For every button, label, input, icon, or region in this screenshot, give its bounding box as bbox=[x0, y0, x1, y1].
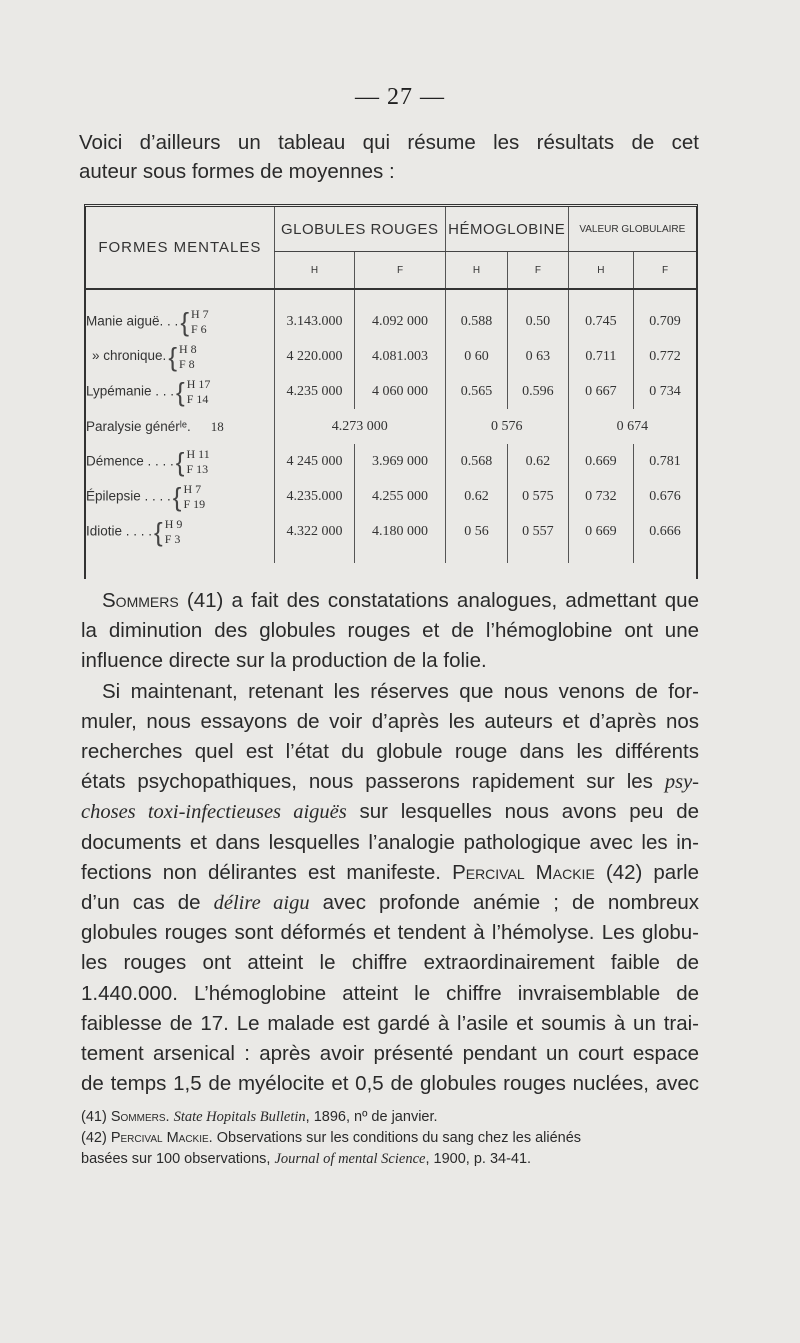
footnote-text: , 1896, nº de janvier. bbox=[305, 1109, 438, 1125]
row-count-h: H 7 bbox=[183, 481, 202, 496]
results-table-grid bbox=[86, 207, 696, 563]
cell-vg-h: 0.711 bbox=[568, 339, 633, 374]
row-label bbox=[86, 514, 274, 549]
row-name: Paralysie générˡᵉ. bbox=[86, 418, 191, 434]
footnote-42-continued bbox=[81, 1149, 711, 1170]
row-count-f: F 14 bbox=[186, 391, 209, 406]
table-row bbox=[86, 339, 696, 374]
cell-vg-f: 0.709 bbox=[634, 304, 696, 339]
cell-hb-f: 0 557 bbox=[508, 514, 568, 549]
cell-gr-h: 4 245 000 bbox=[274, 444, 355, 479]
row-count-h: H 7 bbox=[191, 306, 209, 321]
body-line: de temps 1,5 de myélocite et 0,5 de globules rouges nuclées, avec bbox=[81, 1072, 699, 1096]
body-text: (42) parle bbox=[594, 860, 699, 884]
table-row bbox=[86, 444, 696, 479]
cell-hb-f: 0.62 bbox=[508, 444, 568, 479]
cell-vg-h: 0 669 bbox=[568, 514, 633, 549]
row-count-f: F 13 bbox=[186, 461, 209, 476]
row-name: Épilepsie . . . . bbox=[86, 487, 171, 503]
table-row bbox=[86, 409, 696, 444]
body-line: les rouges ont atteint le chiffre extraordinairement faible de bbox=[81, 951, 699, 975]
cell-vg-merged: 0 674 bbox=[568, 409, 696, 444]
row-label bbox=[86, 409, 274, 444]
body-italic: psy- bbox=[664, 771, 699, 794]
row-count-total: 18 bbox=[210, 418, 224, 434]
footnote-journal: Journal of mental Science bbox=[274, 1151, 426, 1167]
footnote-author: Percival Mackie bbox=[110, 1130, 209, 1146]
cell-vg-h: 0 732 bbox=[568, 479, 633, 514]
brace-icon: { bbox=[172, 481, 182, 512]
cell-gr-h: 3.143.000 bbox=[274, 304, 355, 339]
footnote-author: Sommers bbox=[110, 1109, 166, 1125]
body-line: muler, nous essayons de voir d’après les auteurs et d’après nos bbox=[81, 709, 699, 733]
subhead-vg-f: F bbox=[634, 252, 696, 290]
row-count-f: F 8 bbox=[179, 356, 195, 371]
cell-gr-f: 4.180 000 bbox=[355, 514, 446, 549]
body-paragraphs bbox=[81, 586, 699, 1099]
body-line bbox=[81, 888, 699, 918]
cell-hb-h: 0.565 bbox=[445, 374, 507, 409]
cell-gr-f: 4.081.003 bbox=[355, 339, 446, 374]
row-label bbox=[86, 374, 274, 409]
brace-icon: { bbox=[180, 306, 189, 337]
cell-vg-f: 0.772 bbox=[634, 339, 696, 374]
row-label bbox=[86, 444, 274, 479]
row-name: Démence . . . . bbox=[86, 452, 174, 468]
row-count-h: H 8 bbox=[179, 341, 197, 356]
body-text: sur lesquelles nous avons peu de bbox=[346, 800, 699, 824]
results-table bbox=[84, 204, 698, 579]
footnote-text: . Observations sur les conditions du sang chez les aliénés bbox=[208, 1130, 582, 1146]
subhead-gr-h: H bbox=[274, 252, 355, 290]
cell-gr-h: 4 220.000 bbox=[274, 339, 355, 374]
cell-gr-h: 4.322 000 bbox=[274, 514, 355, 549]
cell-hb-h: 0.62 bbox=[445, 479, 507, 514]
cell-gr-h: 4.235.000 bbox=[274, 479, 355, 514]
header-globules-rouges: GLOBULES ROUGES bbox=[274, 207, 445, 252]
subhead-gr-f: F bbox=[355, 252, 446, 290]
body-text: d’un cas de bbox=[81, 891, 214, 915]
table-row bbox=[86, 514, 696, 549]
cell-gr-h: 4.235 000 bbox=[274, 374, 355, 409]
subhead-hb-f: F bbox=[508, 252, 568, 290]
cell-vg-f: 0.666 bbox=[634, 514, 696, 549]
cell-hb-f: 0.596 bbox=[508, 374, 568, 409]
cell-vg-h: 0 667 bbox=[568, 374, 633, 409]
body-line: tement arsenical : après avoir présenté pendant un court espace bbox=[81, 1042, 699, 1066]
row-label bbox=[86, 479, 274, 514]
row-label bbox=[86, 339, 274, 374]
cell-vg-h: 0.669 bbox=[568, 444, 633, 479]
footnote-41: (41) Sommers. State Hopitals Bulletin, 1896, nº de janvier. bbox=[81, 1109, 438, 1125]
cell-vg-h: 0.745 bbox=[568, 304, 633, 339]
body-italic: délire aigu bbox=[213, 892, 310, 915]
footnote-number: (41) bbox=[81, 1109, 111, 1125]
row-name: Lypémanie . . . bbox=[86, 382, 175, 398]
brace-icon: { bbox=[154, 516, 163, 547]
author-percival-mackie: Percival Mackie bbox=[452, 860, 595, 884]
cell-gr-f: 4 060 000 bbox=[355, 374, 446, 409]
subhead-hb-h: H bbox=[445, 252, 507, 290]
brace-icon: { bbox=[168, 341, 177, 372]
cell-gr-f: 3.969 000 bbox=[355, 444, 446, 479]
body-line bbox=[81, 586, 699, 616]
body-text: avec profonde anémie ; de nombreux bbox=[309, 891, 699, 915]
row-count-h: H 11 bbox=[186, 446, 210, 461]
author-sommers: Sommers bbox=[102, 589, 179, 612]
cell-hb-h: 0.588 bbox=[445, 304, 507, 339]
row-name: Idiotie . . . . bbox=[86, 522, 153, 538]
body-line: recherches quel est l’état du globule rouge dans les différents bbox=[81, 740, 699, 764]
footnote-text: basées sur 100 observations, bbox=[81, 1151, 275, 1167]
body-line: globules rouges sont déformés et tendent à l’hémolyse. Les globu- bbox=[81, 921, 699, 945]
intro-line-1: Voici d’ailleurs un tableau qui résume les résultats de cet bbox=[79, 131, 699, 154]
cell-vg-f: 0 734 bbox=[634, 374, 696, 409]
body-text: (41) a fait des constatations analogues, admettant que bbox=[178, 589, 699, 612]
body-line: faiblesse de 17. Le malade est gardé à l’asile et soumis à un trai- bbox=[81, 1011, 699, 1035]
cell-hb-h: 0 60 bbox=[445, 339, 507, 374]
body-line: 1.440.000. L’hémoglobine atteint le chiffre invraisemblable de bbox=[81, 981, 699, 1005]
row-name: » chronique. bbox=[92, 347, 167, 363]
body-line: influence directe sur la production de la folie. bbox=[81, 649, 487, 673]
footnote-title: State Hopitals Bulletin bbox=[173, 1109, 306, 1125]
table-row bbox=[86, 479, 696, 514]
cell-hb-merged: 0 576 bbox=[445, 409, 568, 444]
cell-hb-f: 0 575 bbox=[508, 479, 568, 514]
row-count-f: F 19 bbox=[183, 496, 206, 511]
footnote-text: , 1900, p. 34-41. bbox=[425, 1151, 532, 1167]
cell-hb-f: 0.50 bbox=[508, 304, 568, 339]
body-line: documents et dans lesquelles l’analogie pathologique avec les in- bbox=[81, 830, 699, 854]
row-count-h: H 9 bbox=[164, 516, 183, 531]
body-line bbox=[81, 767, 699, 797]
subhead-vg-h: H bbox=[568, 252, 633, 290]
body-line bbox=[81, 858, 699, 888]
footnote-number: (42) bbox=[81, 1130, 111, 1146]
row-label bbox=[86, 304, 274, 339]
brace-icon: { bbox=[175, 446, 185, 477]
page-number: — 27 — bbox=[355, 84, 445, 110]
body-italic: choses toxi-infectieuses aiguës bbox=[81, 801, 347, 824]
cell-gr-f: 4.255 000 bbox=[355, 479, 446, 514]
cell-gr-f: 4.092 000 bbox=[355, 304, 446, 339]
cell-hb-h: 0 56 bbox=[445, 514, 507, 549]
body-text: fections non délirantes est manifeste. bbox=[81, 860, 453, 884]
footnote-42 bbox=[81, 1128, 711, 1149]
footnotes bbox=[81, 1107, 711, 1170]
intro-paragraph bbox=[79, 128, 699, 186]
header-formes-mentales: FORMES MENTALES bbox=[86, 207, 274, 289]
table-row bbox=[86, 374, 696, 409]
brace-icon: { bbox=[176, 376, 185, 407]
body-line: la diminution des globules rouges et de l’hémoglobine ont une bbox=[81, 619, 699, 643]
row-name: Manie aiguë. . . bbox=[86, 312, 179, 328]
table-row bbox=[86, 304, 696, 339]
header-hemoglobine: HÉMOGLOBINE bbox=[445, 207, 568, 252]
cell-hb-f: 0 63 bbox=[508, 339, 568, 374]
cell-hb-h: 0.568 bbox=[445, 444, 507, 479]
body-line: Si maintenant, retenant les réserves que nous venons de for- bbox=[102, 679, 699, 703]
cell-vg-f: 0.781 bbox=[634, 444, 696, 479]
body-text: états psychopathiques, nous passerons rapidement sur les bbox=[81, 770, 665, 794]
row-count-f: F 6 bbox=[191, 321, 207, 336]
header-valeur-globulaire: VALEUR GLOBULAIRE bbox=[568, 207, 696, 252]
row-count-f: F 3 bbox=[164, 531, 181, 546]
body-line bbox=[81, 797, 699, 827]
cell-vg-f: 0.676 bbox=[634, 479, 696, 514]
cell-gr-merged: 4.273 000 bbox=[274, 409, 445, 444]
row-count-h: H 17 bbox=[186, 376, 211, 391]
intro-line-2: auteur sous formes de moyennes : bbox=[79, 160, 395, 183]
